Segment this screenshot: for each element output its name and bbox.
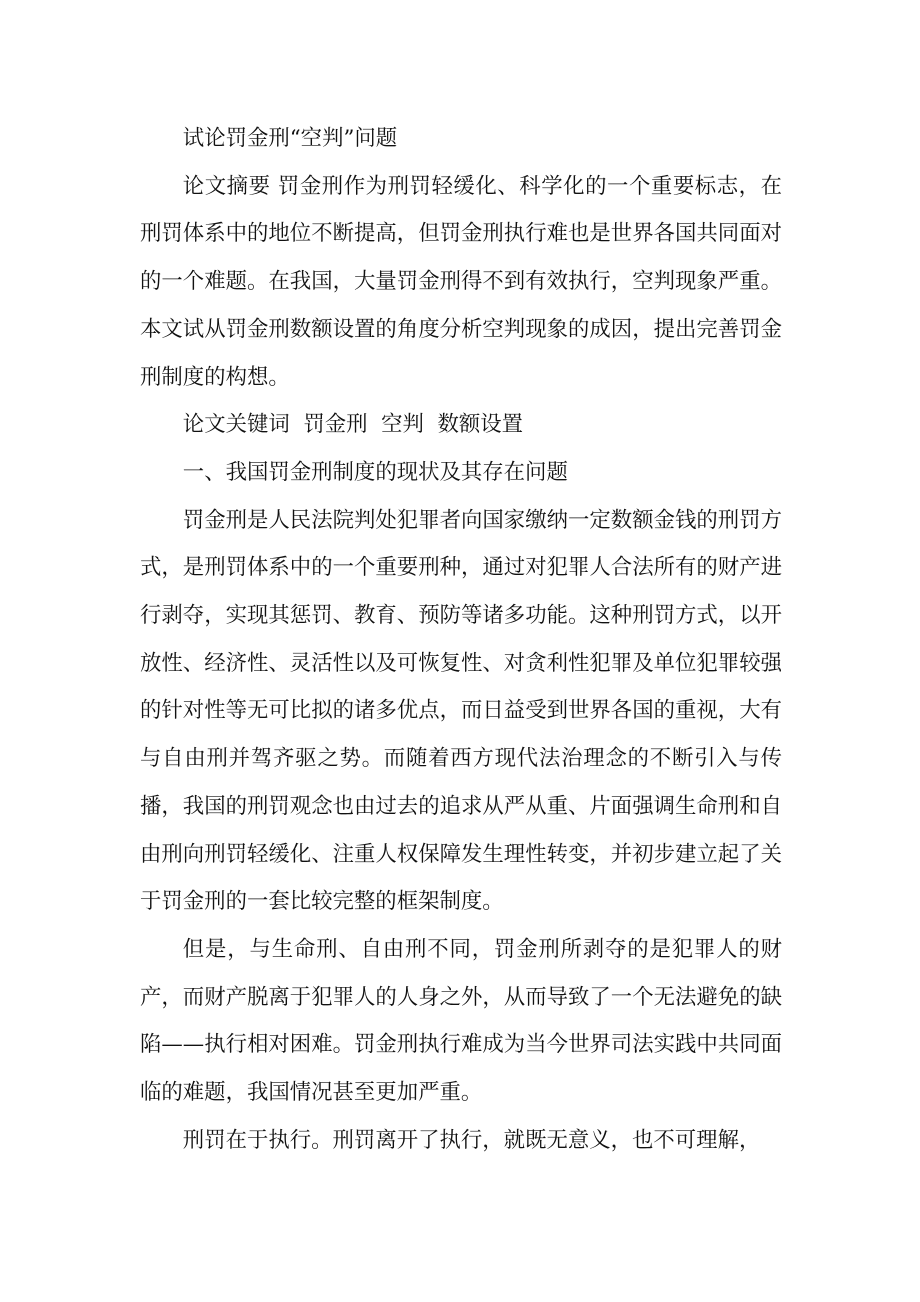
- body-paragraph-1: 罚金刑是人民法院判处犯罪者向国家缴纳一定数额金钱的刑罚方式，是刑罚体系中的一个重要刑种，通过对犯罪人合法所有的财产进行剥夺，实现其惩罚、教育、预防等诸多功能。这种刑罚方式，以开放性、经济性、灵活性以及可恢复性、对贪利性犯罪及单位犯罪较强的针对性等无可比拟的诸多优点，而日益受到世界各国的重视，大有与自由刑并驾齐驱之势。而随着西方现代法治理念的不断引入与传播，我国的刑罚观念也由过去的追求从严从重、片面强调生命刑和自由刑向刑罚轻缓化、注重人权保障发生理性转变，并初步建立起了关于罚金刑的一套比较完整的框架制度。: [140, 507, 782, 915]
- section-heading: 一、我国罚金刑制度的现状及其存在问题: [182, 459, 568, 485]
- abstract-paragraph: 论文摘要 罚金刑作为刑罚轻缓化、科学化的一个重要标志，在刑罚体系中的地位不断提高，但罚金刑执行难也是世界各国共同面对的一个难题。在我国，大量罚金刑得不到有效执行，空判现象严重。本文试从罚金刑数额设置的角度分析空判现象的成因，提出完善罚金刑制度的构想。: [140, 173, 782, 390]
- body-paragraph-3: 刑罚在于执行。刑罚离开了执行，就既无意义，也不可理解，: [182, 1127, 761, 1153]
- document-body: [140, 115, 782, 1164]
- keywords-line: 论文关键词 罚金刑 空判 数额设置: [182, 412, 524, 438]
- body-paragraph-2: 但是，与生命刑、自由刑不同，罚金刑所剥夺的是犯罪人的财产，而财产脱离于犯罪人的人身之外，从而导致了一个无法避免的缺陷——执行相对困难。罚金刑执行难成为当今世界司法实践中共同面临的难题，我国情况甚至更加严重。: [140, 936, 782, 1106]
- document-title: 试论罚金刑“空判”问题: [182, 126, 398, 151]
